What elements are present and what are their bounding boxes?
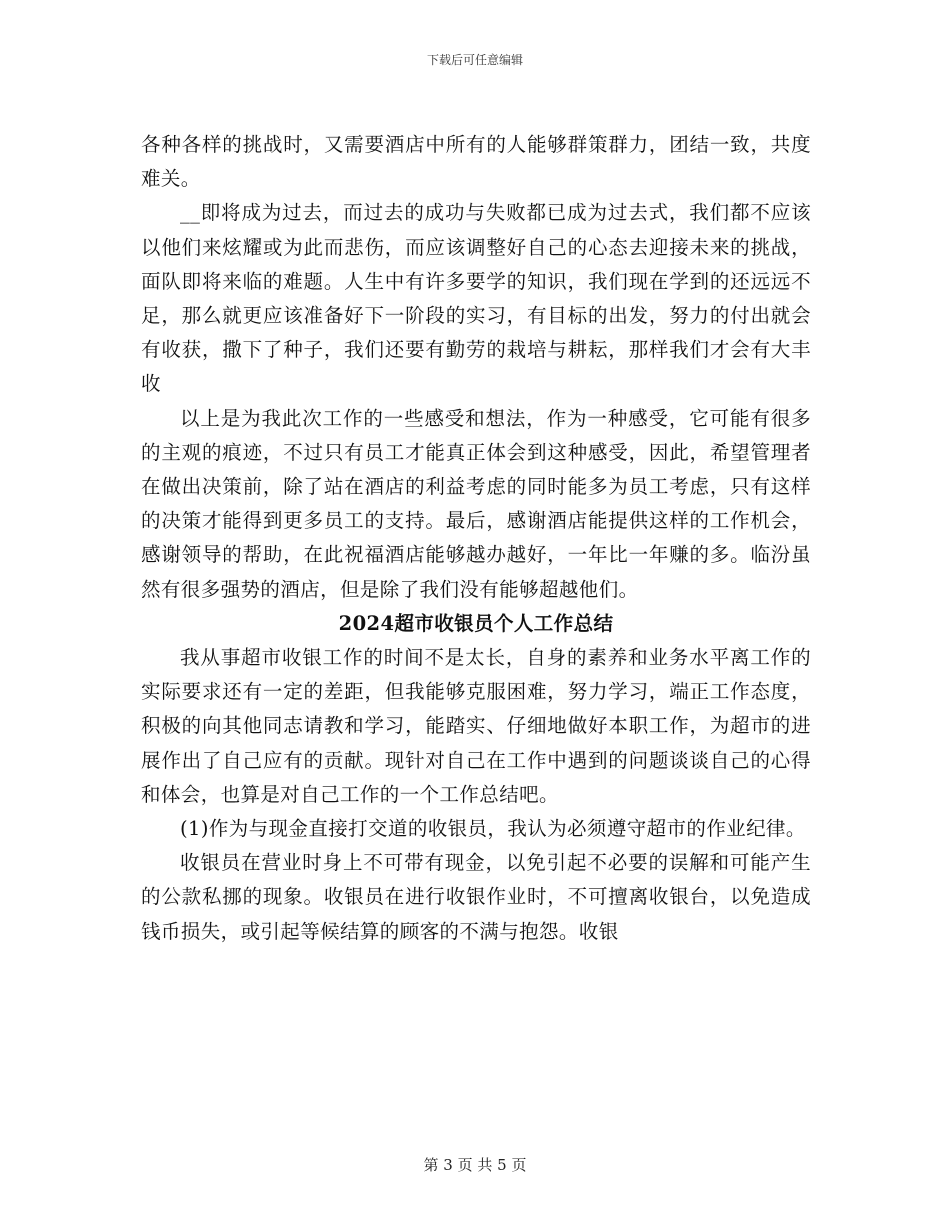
paragraph: 收银员在营业时身上不可带有现金，以免引起不必要的误解和可能产生的公款私挪的现象。收银员在进行收银作业时，不可擅离收银台，以免造成钱币损失，或引起等候结算的顾客的不满与抱怨。收银 xyxy=(141,851,811,943)
page-footer: 第 3 页 共 5 页 xyxy=(423,1156,527,1174)
paragraph: (1)作为与现金直接打交道的收银员，我认为必须遵守超市的作业纪律。 xyxy=(180,817,806,841)
section-title: 2024超市收银员个人工作总结 xyxy=(338,611,614,635)
paragraph: 以上是为我此次工作的一些感受和想法，作为一种感受，它可能有很多的主观的痕迹，不过只有员工才能真正体会到这种感受，因此，希望管理者在做出决策前，除了站在酒店的利益考虑的同时能多为员工考虑，只有这样的决策才能得到更多员工的支持。最后，感谢酒店能提供这样的工作机会，感谢领导的帮助，在此祝福酒店能够越办越好，一年比一年赚的多。临汾虽然有很多强势的酒店，但是除了我们没有能够超越他们。 xyxy=(141,406,811,601)
paragraph: 我从事超市收银工作的时间不是太长，自身的素养和业务水平离工作的实际要求还有一定的差距，但我能够克服困难，努力学习，端正工作态度，积极的向其他同志请教和学习，能踏实、仔细地做好本职工作，为超市的进展作出了自己应有的贡献。现针对自己在工作中遇到的问题谈谈自己的心得和体会，也算是对自己工作的一个工作总结吧。 xyxy=(141,646,811,806)
document-body xyxy=(141,128,811,949)
paragraph: __即将成为过去，而过去的成功与失败都已成为过去式，我们都不应该以他们来炫耀或为此而悲伤，而应该调整好自己的心态去迎接未来的挑战，面队即将来临的难题。人生中有许多要学的知识，我们现在学到的还远远不足，那么就更应该准备好下一阶段的实习，有目标的出发，努力的付出就会有收获，撒下了种子，我们还要有勤劳的栽培与耕耘，那样我们才会有大丰收 xyxy=(141,201,811,396)
paragraph-continuation: 各种各样的挑战时，又需要酒店中所有的人能够群策群力，团结一致，共度难关。 xyxy=(141,133,811,191)
page-header: 下载后可任意编辑 xyxy=(426,53,523,67)
